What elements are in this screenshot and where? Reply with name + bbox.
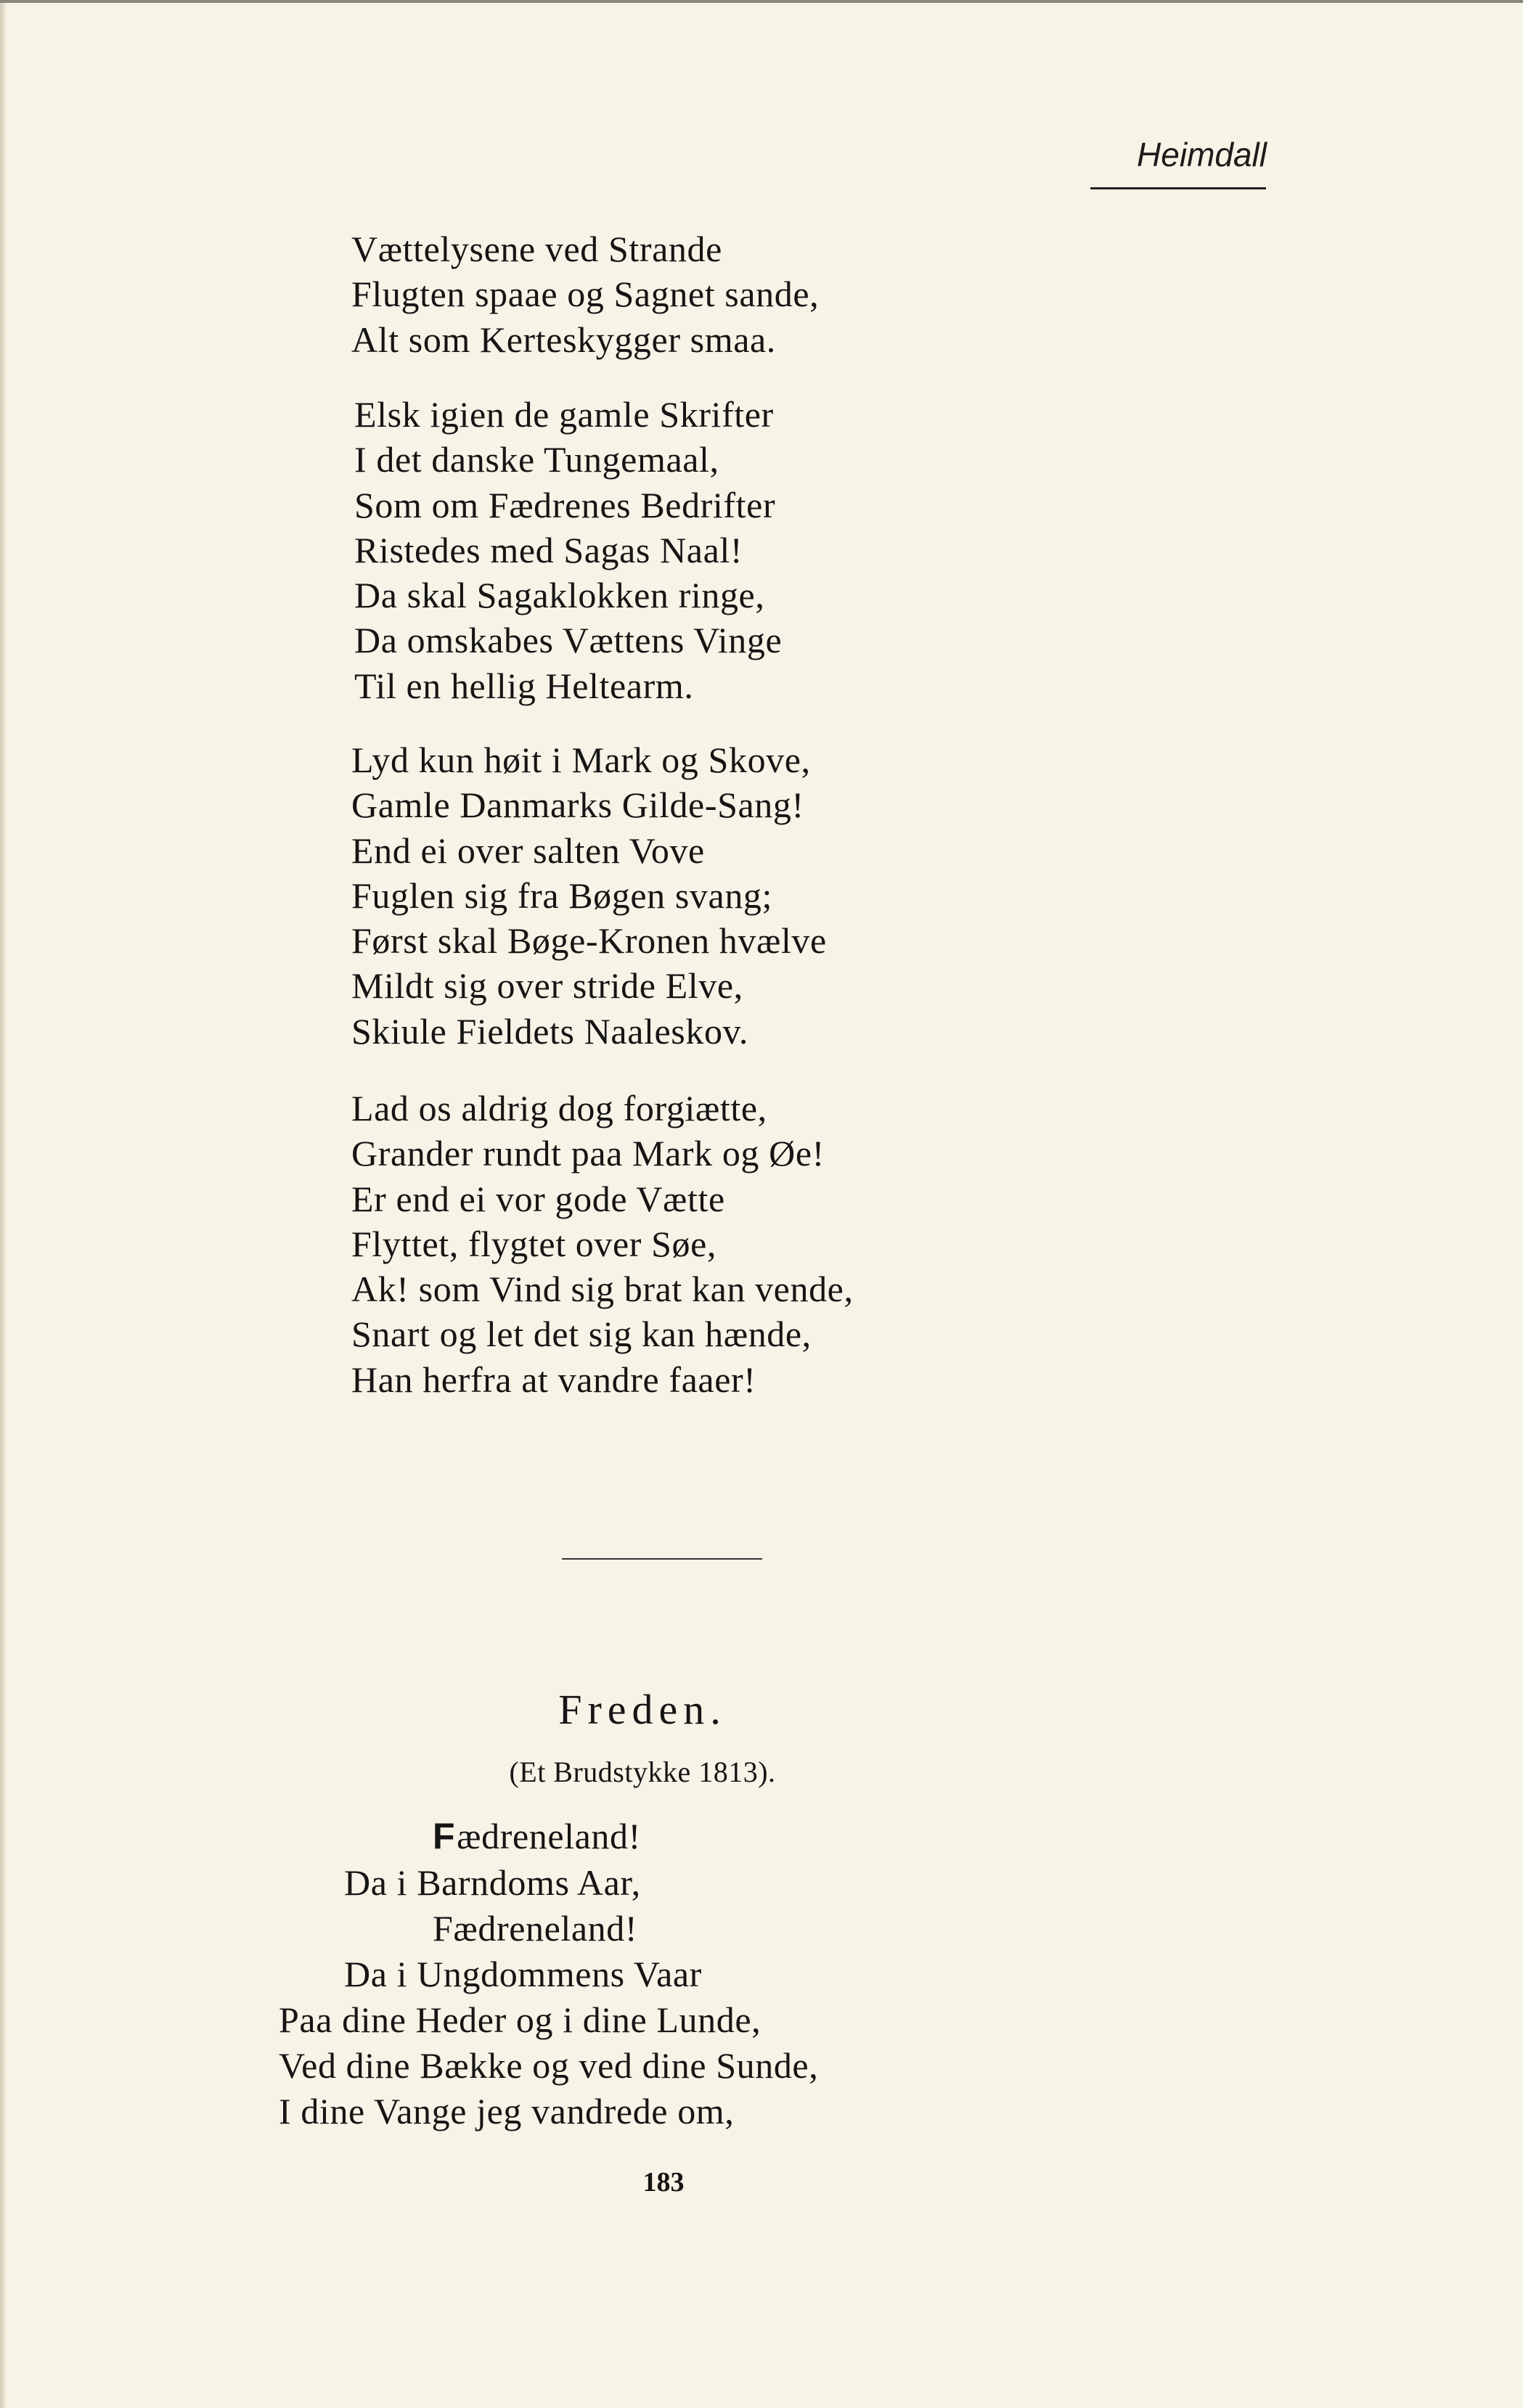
verse-line: Da i Ungdommens Vaar bbox=[344, 1954, 702, 1994]
verse-line bbox=[433, 1814, 641, 1858]
verse-line: Han herfra at vandre faaer! bbox=[351, 1359, 756, 1400]
verse-line: Fædreneland! bbox=[433, 1908, 638, 1949]
verse-line: Fuglen sig fra Bøgen svang; bbox=[351, 875, 773, 916]
verse-line: I dine Vange jeg vandrede om, bbox=[279, 2091, 735, 2131]
page-edge bbox=[0, 0, 6, 2408]
poem-subtitle: (Et Brudstykke 1813). bbox=[509, 1756, 776, 1788]
running-head-rule bbox=[1090, 187, 1266, 189]
verse-line: Flugten spaae og Sagnet sande, bbox=[351, 274, 820, 315]
stanza bbox=[351, 737, 827, 1054]
page-number: 183 bbox=[642, 2167, 685, 2198]
page-top-edge bbox=[0, 0, 1523, 3]
verse-line: I det danske Tungemaal, bbox=[354, 439, 719, 480]
verse-line: Først skal Bøge-Kronen hvælve bbox=[351, 920, 827, 962]
verse-line: Alt som Kerteskygger smaa. bbox=[351, 319, 776, 360]
verse-line: Ak! som Vind sig brat kan vende, bbox=[351, 1269, 854, 1310]
stanza bbox=[354, 392, 782, 708]
verse-line: Paa dine Heder og i dine Lunde, bbox=[279, 1999, 762, 2040]
verse-line: Lad os aldrig dog forgiætte, bbox=[351, 1088, 767, 1129]
verse-line: Flyttet, flygtet over Søe, bbox=[351, 1223, 717, 1264]
verse-line: Er end ei vor gode Vætte bbox=[351, 1178, 725, 1219]
verse-line: Ristedes med Sagas Naal! bbox=[354, 529, 743, 570]
stanza bbox=[351, 226, 819, 362]
verse-line: Da skal Sagaklokken ringe, bbox=[354, 575, 765, 616]
verse-line: Snart og let det sig kan hænde, bbox=[351, 1314, 812, 1355]
verse-line: Gamle Danmarks Gilde-Sang! bbox=[351, 785, 804, 826]
verse-line: Skiule Fieldets Naaleskov. bbox=[351, 1010, 748, 1052]
stanza bbox=[351, 1086, 854, 1402]
running-head: Heimdall bbox=[1137, 136, 1267, 173]
first-line-text: ædreneland! bbox=[457, 1816, 641, 1856]
verse-line: Ved dine Bække og ved dine Sunde, bbox=[279, 2045, 819, 2086]
poem-title: Freden. bbox=[558, 1686, 727, 1733]
drop-cap: F bbox=[433, 1816, 456, 1856]
verse-line: Vættelysene ved Strande bbox=[351, 229, 722, 269]
verse-line: Elsk igien de gamle Skrifter bbox=[354, 394, 774, 435]
verse-line: Grander rundt paa Mark og Øe! bbox=[351, 1133, 825, 1174]
verse-line: Som om Fædrenes Bedrifter bbox=[354, 484, 776, 525]
verse-line: Mildt sig over stride Elve, bbox=[351, 965, 743, 1007]
verse-line: Da i Barndoms Aar, bbox=[344, 1862, 641, 1903]
verse-line: Da omskabes Vættens Vinge bbox=[354, 620, 783, 661]
verse-line: End ei over salten Vove bbox=[351, 830, 705, 871]
section-divider bbox=[562, 1558, 762, 1560]
verse-line: Lyd kun høit i Mark og Skove, bbox=[351, 740, 811, 780]
verse-line: Til en hellig Heltearm. bbox=[354, 665, 694, 706]
